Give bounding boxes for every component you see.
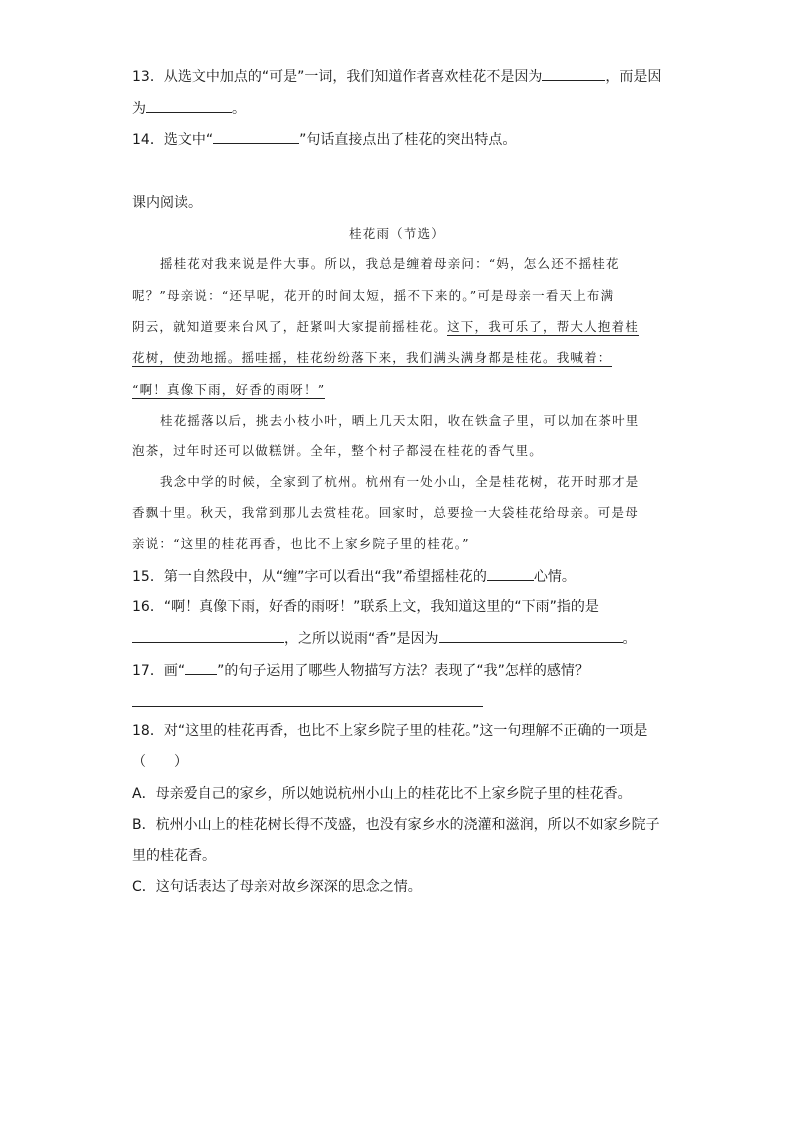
answer-blank[interactable] xyxy=(213,129,299,144)
question-15 xyxy=(132,566,576,587)
q13-text-b: ，而是因 xyxy=(605,69,662,85)
option-b-continued: 里的桂花香。 xyxy=(132,848,216,864)
underlined-sentence: 花树，使劲地摇。摇哇摇，桂花纷纷落下来，我们满头满身都是桂花。我喊着： xyxy=(132,350,612,365)
passage-line: 我念中学的时候，全家到了杭州。杭州有一处小山，全是桂花树，花开时那才是 xyxy=(160,474,640,489)
question-13-line-1 xyxy=(132,66,661,87)
passage-text: 阴云，就知道要来台风了，赶紧叫大家提前摇桂花。 xyxy=(132,319,448,334)
option-b[interactable]: B．杭州小山上的桂花树长得不茂盛，也没有家乡水的浇灌和滋润，所以不如家乡院子 xyxy=(132,817,660,833)
q17-text-b: ”的句子运用了哪些人物描写方法？表现了“我”怎样的感情？ xyxy=(217,663,589,679)
passage-line: 亲说：“这里的桂花再香，也比不上家乡院子里的桂花。” xyxy=(132,536,470,551)
passage-line: 摇桂花对我来说是件大事。所以，我总是缠着母亲问：“妈，怎么还不摇桂花 xyxy=(160,256,620,271)
q13-text-c: 为 xyxy=(132,101,146,117)
question-14 xyxy=(132,129,516,150)
answer-blank[interactable] xyxy=(487,566,534,581)
answer-blank[interactable] xyxy=(542,66,605,81)
passage-line: 泡茶，过年时还可以做糕饼。全年，整个村子都浸在桂花的香气里。 xyxy=(132,443,544,458)
passage-line xyxy=(132,380,325,400)
answer-blank[interactable] xyxy=(439,628,623,643)
passage-line xyxy=(132,348,612,368)
q16-text-b: ，之所以说雨“香”是因为 xyxy=(284,631,439,647)
question-18: 18．对“这里的桂花再香，也比不上家乡院子里的桂花。”这一句理解不正确的一项是 xyxy=(132,723,648,739)
passage-line xyxy=(132,317,639,337)
option-c[interactable]: C．这句话表达了母亲对故乡深深的思念之情。 xyxy=(132,879,422,895)
q14-text-b: ”句话直接点出了桂花的突出特点。 xyxy=(299,132,517,148)
answer-line[interactable] xyxy=(132,706,483,707)
underlined-sentence: 这下，我可乐了，帮大人抱着桂 xyxy=(447,319,639,334)
passage-line: 香飘十里。秋天，我常到那儿去赏桂花。回家时，总要捡一大袋桂花给母亲。可是母 xyxy=(132,505,639,520)
q15-text-a: 15．第一自然段中，从“缠”字可以看出“我”希望摇桂花的 xyxy=(132,569,487,585)
answer-parentheses[interactable]: （ ） xyxy=(132,754,188,770)
q13-text-a: 13．从选文中加点的“可是”一词，我们知道作者喜欢桂花不是因为 xyxy=(132,69,543,85)
question-17 xyxy=(132,660,589,681)
question-13-line-2 xyxy=(132,98,246,119)
q14-text-a: 14．选文中“ xyxy=(132,132,214,148)
question-16-line-2 xyxy=(132,628,637,649)
q13-text-d: 。 xyxy=(232,101,246,117)
passage-line: 呢？”母亲说：“还早呢，花开的时间太短，摇不下来的。”可是母亲一看天上布满 xyxy=(132,288,615,303)
option-a[interactable]: A．母亲爱自己的家乡，所以她说杭州小山上的桂花比不上家乡院子里的桂花香。 xyxy=(132,786,632,802)
q16-text-a: 16．“啊！真像下雨，好香的雨呀！”联系上文，我知道这里的“下雨”指的是 xyxy=(132,599,599,615)
passage-title: 桂花雨（节选） xyxy=(349,226,445,241)
answer-blank[interactable] xyxy=(146,98,232,113)
question-16-line-1 xyxy=(132,597,599,617)
q15-text-b: 心情。 xyxy=(533,569,576,585)
section-label: 课内阅读。 xyxy=(132,195,202,211)
passage-line: 桂花摇落以后，挑去小枝小叶，晒上几天太阳，收在铁盒子里，可以加在茶叶里 xyxy=(160,413,640,428)
underlined-sentence: “啊！真像下雨，好香的雨呀！” xyxy=(132,382,326,397)
answer-blank[interactable] xyxy=(132,628,284,643)
underline-marker xyxy=(185,660,217,675)
q17-text-a: 17．画“ xyxy=(132,663,186,679)
q16-text-c: 。 xyxy=(622,631,637,647)
